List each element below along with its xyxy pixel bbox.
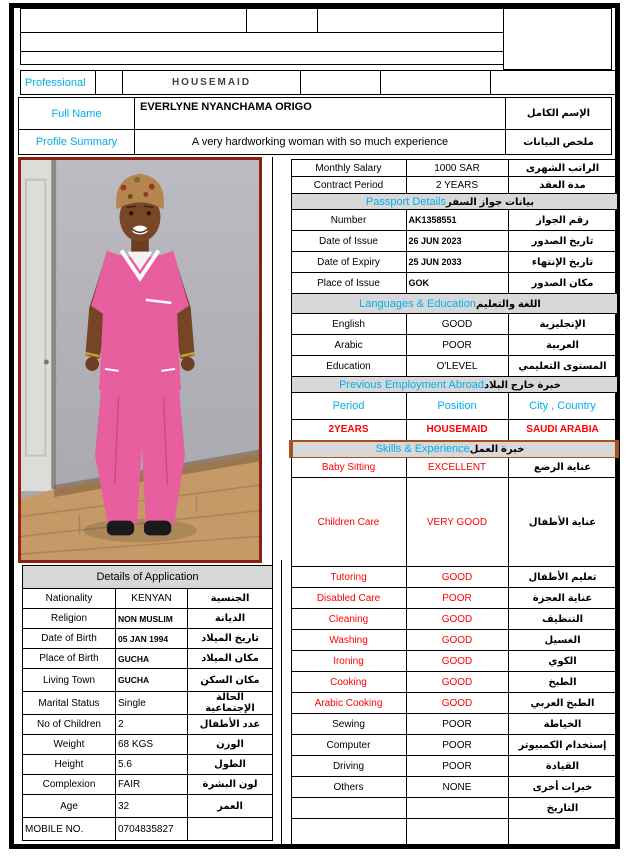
- table-row: [291, 441, 617, 458]
- field-arabic: الوزن: [188, 735, 273, 755]
- field-arabic: تاريخ الميلاد: [188, 629, 273, 649]
- field-label: Cleaning: [291, 609, 406, 630]
- field-value: GOOD: [406, 693, 508, 714]
- field-value: POOR: [406, 714, 508, 735]
- table-row: [291, 377, 617, 393]
- table-row: [291, 651, 617, 672]
- field-label: Date of Birth: [23, 629, 116, 649]
- field-value: 2: [116, 715, 188, 735]
- field-arabic: الكوي: [508, 651, 617, 672]
- professional-label: Professional: [20, 70, 96, 95]
- field-value: 25 JUN 2033: [406, 252, 508, 273]
- table-row: [23, 692, 273, 715]
- field-arabic: الراتب الشهرى: [508, 160, 617, 177]
- field-arabic: إستخدام الكمبيوتر: [508, 735, 617, 756]
- table-row: [23, 589, 273, 609]
- field-label: Marital Status: [23, 692, 116, 715]
- logo-box: [503, 8, 612, 70]
- field-arabic: مدة العقد: [508, 177, 617, 194]
- field-label: Nationality: [23, 589, 116, 609]
- field-value: 26 JUN 2023: [406, 231, 508, 252]
- section-title: Languages & Education: [359, 297, 476, 310]
- field-value: GOOD: [406, 672, 508, 693]
- field-arabic: عناية الرضع: [508, 458, 617, 478]
- field-arabic: خبرات أخرى: [508, 777, 617, 798]
- table-row: [291, 231, 617, 252]
- field-label: Computer: [291, 735, 406, 756]
- field-arabic: الحالة الإجتماعية: [188, 692, 273, 715]
- profile-summary-value: A very hardworking woman with so much experience: [134, 129, 506, 155]
- field-arabic: [188, 818, 273, 841]
- table-row: [291, 756, 617, 777]
- header-cell-c: [20, 51, 504, 65]
- field-arabic: الطول: [188, 755, 273, 775]
- field-arabic: الديانة: [188, 609, 273, 629]
- field-arabic: التاريخ: [508, 798, 617, 819]
- table-row: [23, 818, 273, 841]
- field-value: VERY GOOD: [406, 478, 508, 567]
- table-row: [23, 795, 273, 818]
- professional-value: HOUSEMAID: [122, 70, 301, 95]
- field-label: Driving: [291, 756, 406, 777]
- field-value: [406, 819, 508, 846]
- field-label: [291, 798, 406, 819]
- field-arabic: عناية الأطفال: [508, 478, 617, 567]
- field-label: Baby Sitting: [291, 458, 406, 478]
- section-header: [291, 441, 617, 458]
- applicant-photo-illustration: [21, 160, 259, 560]
- employment-value: HOUSEMAID: [406, 420, 508, 441]
- field-label: Weight: [23, 735, 116, 755]
- table-row: [291, 194, 617, 210]
- table-row: [291, 609, 617, 630]
- field-value: GOK: [406, 273, 508, 294]
- field-label: [291, 819, 406, 846]
- header-cell-a3: [317, 8, 504, 33]
- field-value: 05 JAN 1994: [116, 629, 188, 649]
- field-arabic: عناية العجزة: [508, 588, 617, 609]
- field-value: AK1358551: [406, 210, 508, 231]
- table-row: [291, 478, 617, 567]
- details-of-application-table: [22, 565, 273, 841]
- field-arabic: العربية: [508, 335, 617, 356]
- field-arabic: رقم الجواز: [508, 210, 617, 231]
- profile-summary-label: Profile Summary: [18, 129, 135, 155]
- field-label: Education: [291, 356, 406, 377]
- section-header: [291, 294, 617, 314]
- table-row: [291, 735, 617, 756]
- field-label: Cooking: [291, 672, 406, 693]
- table-row: [291, 798, 617, 819]
- profile-summary-arabic: ملخص البيانات: [505, 129, 612, 155]
- table-row: [23, 775, 273, 795]
- field-value: NON MUSLIM: [116, 609, 188, 629]
- table-row: [291, 630, 617, 651]
- field-label: Arabic Cooking: [291, 693, 406, 714]
- field-label: Place of Birth: [23, 649, 116, 669]
- gap-divider-line: [281, 560, 282, 847]
- field-label: Age: [23, 795, 116, 818]
- field-value: POOR: [406, 335, 508, 356]
- field-label: Monthly Salary: [291, 160, 406, 177]
- table-row: [291, 160, 617, 177]
- field-value: GOOD: [406, 609, 508, 630]
- table-row: [291, 335, 617, 356]
- field-value: 2 YEARS: [406, 177, 508, 194]
- section-header: [291, 377, 617, 393]
- section-title: Passport Details: [365, 195, 446, 208]
- field-value: EXCELLENT: [406, 458, 508, 478]
- field-label: Date of Issue: [291, 231, 406, 252]
- full-name-value: EVERLYNE NYANCHAMA ORIGO: [134, 97, 506, 130]
- header-cell-a2: [246, 8, 318, 33]
- table-row: [291, 714, 617, 735]
- table-row: [291, 273, 617, 294]
- field-value: 5.6: [116, 755, 188, 775]
- field-arabic: القيادة: [508, 756, 617, 777]
- field-value: GUCHA: [116, 649, 188, 669]
- field-value: POOR: [406, 756, 508, 777]
- field-arabic: التنظيف: [508, 609, 617, 630]
- field-value: 0704835827: [116, 818, 188, 841]
- right-panel-table: [289, 159, 619, 846]
- field-arabic: المستوى التعليمي: [508, 356, 617, 377]
- details-header: Details of Application: [23, 566, 273, 589]
- employment-column-header: Period: [291, 393, 406, 420]
- field-value: GOOD: [406, 314, 508, 335]
- section-title-arabic: بيانات جواز السفر: [445, 196, 535, 208]
- field-label: Washing: [291, 630, 406, 651]
- field-arabic: مكان الميلاد: [188, 649, 273, 669]
- field-arabic: مكان الصدور: [508, 273, 617, 294]
- header-cell-b: [20, 32, 504, 52]
- table-row: [23, 669, 273, 692]
- field-value: GUCHA: [116, 669, 188, 692]
- table-row: [291, 672, 617, 693]
- field-arabic: الخياطة: [508, 714, 617, 735]
- section-title: Skills & Experience: [375, 443, 470, 456]
- field-value: [406, 798, 508, 819]
- table-row: [23, 629, 273, 649]
- table-row: [291, 588, 617, 609]
- field-arabic: الطبخ العربي: [508, 693, 617, 714]
- field-value: 1000 SAR: [406, 160, 508, 177]
- field-value: GOOD: [406, 630, 508, 651]
- field-label: Tutoring: [291, 567, 406, 588]
- field-label: Place of Issue: [291, 273, 406, 294]
- table-row: [291, 252, 617, 273]
- professional-spacer-cell: [95, 70, 123, 95]
- field-arabic: الجنسية: [188, 589, 273, 609]
- header-cell-d2: [380, 70, 491, 95]
- table-row: [291, 458, 617, 478]
- field-label: Others: [291, 777, 406, 798]
- full-name-label: Full Name: [18, 97, 135, 130]
- field-arabic: عدد الأطفال: [188, 715, 273, 735]
- table-row: [291, 294, 617, 314]
- table-row: [291, 356, 617, 377]
- table-row: [291, 210, 617, 231]
- field-label: Number: [291, 210, 406, 231]
- field-label: Children Care: [291, 478, 406, 567]
- section-header: [291, 194, 617, 210]
- field-arabic: لون البشرة: [188, 775, 273, 795]
- table-row: [291, 177, 617, 194]
- table-row: [23, 566, 273, 589]
- table-row: [291, 420, 617, 441]
- field-arabic: الإنجليزية: [508, 314, 617, 335]
- field-label: No of Children: [23, 715, 116, 735]
- field-value: O'LEVEL: [406, 356, 508, 377]
- field-label: Living Town: [23, 669, 116, 692]
- table-row: [291, 777, 617, 798]
- table-row: [23, 755, 273, 775]
- header-cell-d1: [300, 70, 381, 95]
- field-arabic: الطبخ: [508, 672, 617, 693]
- applicant-photo: [18, 157, 262, 563]
- field-arabic: تاريخ الصدور: [508, 231, 617, 252]
- field-value: FAIR: [116, 775, 188, 795]
- section-title-arabic: اللغة والتعليم: [475, 298, 541, 310]
- field-label: Complexion: [23, 775, 116, 795]
- field-value: POOR: [406, 588, 508, 609]
- field-arabic: العمر: [188, 795, 273, 818]
- field-label: Religion: [23, 609, 116, 629]
- employment-column-header: Position: [406, 393, 508, 420]
- field-value: GOOD: [406, 651, 508, 672]
- table-row: [291, 819, 617, 846]
- employment-value: 2YEARS: [291, 420, 406, 441]
- column-divider-line: [272, 157, 273, 565]
- table-row: [23, 715, 273, 735]
- table-row: [23, 735, 273, 755]
- employment-column-header: City , Country: [508, 393, 617, 420]
- header-cell-d3: [490, 70, 616, 95]
- header-cell-a1: [20, 8, 247, 33]
- field-arabic: [508, 819, 617, 846]
- field-arabic: مكان السكن: [188, 669, 273, 692]
- field-label: Disabled Care: [291, 588, 406, 609]
- field-value: 68 KGS: [116, 735, 188, 755]
- field-label: Height: [23, 755, 116, 775]
- field-value: POOR: [406, 735, 508, 756]
- field-value: GOOD: [406, 567, 508, 588]
- full-name-arabic: الإسم الكامل: [505, 97, 612, 130]
- table-row: [291, 314, 617, 335]
- field-label: English: [291, 314, 406, 335]
- field-arabic: تعليم الأطفال: [508, 567, 617, 588]
- employment-value: SAUDI ARABIA: [508, 420, 617, 441]
- table-row: [291, 693, 617, 714]
- field-value: 32: [116, 795, 188, 818]
- section-title: Previous Employment Abroad: [339, 378, 485, 391]
- table-row: [291, 393, 617, 420]
- field-arabic: الغسيل: [508, 630, 617, 651]
- field-label: Ironing: [291, 651, 406, 672]
- field-value: KENYAN: [116, 589, 188, 609]
- table-row: [23, 649, 273, 669]
- field-label: MOBILE NO.: [23, 818, 116, 841]
- table-row: [291, 567, 617, 588]
- field-value: NONE: [406, 777, 508, 798]
- field-label: Contract Period: [291, 177, 406, 194]
- field-arabic: تاريخ الإنتهاء: [508, 252, 617, 273]
- field-label: Arabic: [291, 335, 406, 356]
- field-label: Sewing: [291, 714, 406, 735]
- table-row: [23, 609, 273, 629]
- field-value: Single: [116, 692, 188, 715]
- section-title-arabic: خبرة العمل: [469, 444, 525, 456]
- section-title-arabic: خبرة خارج البلاد: [484, 379, 561, 391]
- field-label: Date of Expiry: [291, 252, 406, 273]
